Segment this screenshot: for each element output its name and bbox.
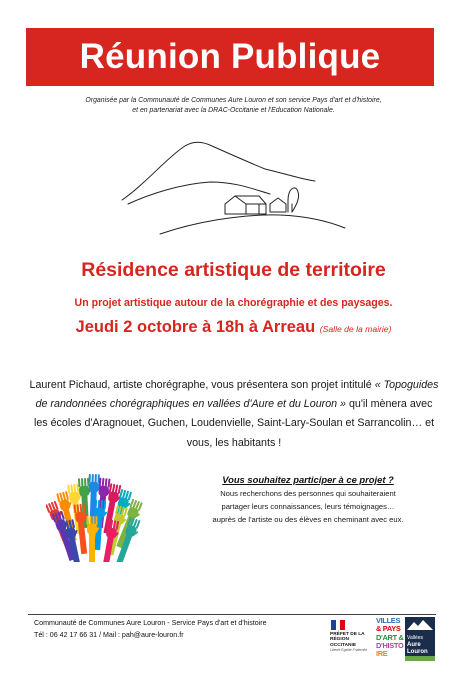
mountain-icon — [407, 620, 433, 630]
vph-line-5: IRE — [376, 649, 388, 659]
vph-line-2: & PAYS — [376, 624, 401, 634]
residence-title: Résidence artistique de territoire — [81, 259, 386, 281]
aure-line-2: Aure — [407, 642, 421, 648]
footer-contact — [34, 617, 267, 641]
footer-divider — [28, 614, 436, 615]
organizer-line-1: Organisée par la Communauté de Communes Aure Louron et son service Pays d'art et d'histoire, — [85, 97, 382, 104]
aure-louron-logo — [405, 617, 435, 661]
aure-logo-bar — [405, 656, 435, 661]
landscape-drawing-icon — [120, 132, 350, 242]
organizer-line-2: et en partenariat avec la DRAC-Occitanie et l'Education Nationale. — [132, 107, 335, 114]
french-flag-icon — [331, 620, 345, 630]
cta-line-3: auprès de l'artiste ou des élèves en cheminant avec eux. — [212, 515, 404, 525]
prefet-text: PRÉFET DE LA RÉGION OCCITANIE — [330, 632, 365, 648]
event-date: Jeudi 2 octobre à 18h à Arreau — [75, 318, 316, 336]
organizer-text — [20, 96, 447, 116]
aure-line-3: Louron — [407, 649, 428, 655]
project-description — [28, 376, 440, 453]
aure-logo-text — [407, 635, 428, 656]
footer-organization: Communauté de Communes Aure Louron - Service Pays d'art et d'histoire — [34, 619, 267, 627]
prefet-motto: Liberté Égalité Fraternité — [330, 648, 368, 653]
prefet-logo — [330, 620, 374, 653]
page-title: Réunion Publique — [79, 37, 381, 76]
vph-line-1: VILLES — [376, 616, 401, 625]
vph-line-4: D'HISTO — [376, 640, 404, 650]
cta-body — [172, 487, 444, 527]
aure-line-1: Vallées — [407, 635, 424, 641]
cta-title: Vous souhaitez participer à ce projet ? — [222, 474, 394, 485]
event-location-note: (Salle de la mairie) — [319, 324, 392, 334]
vph-line-3: D'ART & — [376, 632, 404, 642]
description-intro: Laurent Pichaud, artiste chorégraphe, vous présentera son projet intitulé — [29, 379, 375, 391]
raised-hands-icon — [46, 464, 148, 562]
villes-pays-art-histoire-logo — [376, 617, 405, 661]
participation-callout — [172, 473, 444, 527]
cta-line-1: Nous recherchons des personnes qui souhaiteraient — [220, 489, 396, 498]
footer-phone-mail: Tél : 06 42 17 66 31 / Mail : pah@aure-louron.fr — [34, 631, 184, 639]
project-title: « Topoguides de randonnées chorégraphiques en vallées d'Aure et du Louron » — [35, 379, 439, 411]
event-date-line — [0, 318, 467, 337]
title-banner — [26, 28, 434, 86]
cta-line-2: partager leurs connaissances, leurs témoignages… — [221, 502, 395, 512]
description-rest: qu'il mènera avec les écoles d'Aragnouet, Guchen, Loudenvielle, Saint-Lary-Soulan et Sarrancolin… et vous, les habitants ! — [33, 398, 435, 449]
residence-subtitle: Un projet artistique autour de la chorégraphie et des paysages. — [74, 297, 393, 309]
